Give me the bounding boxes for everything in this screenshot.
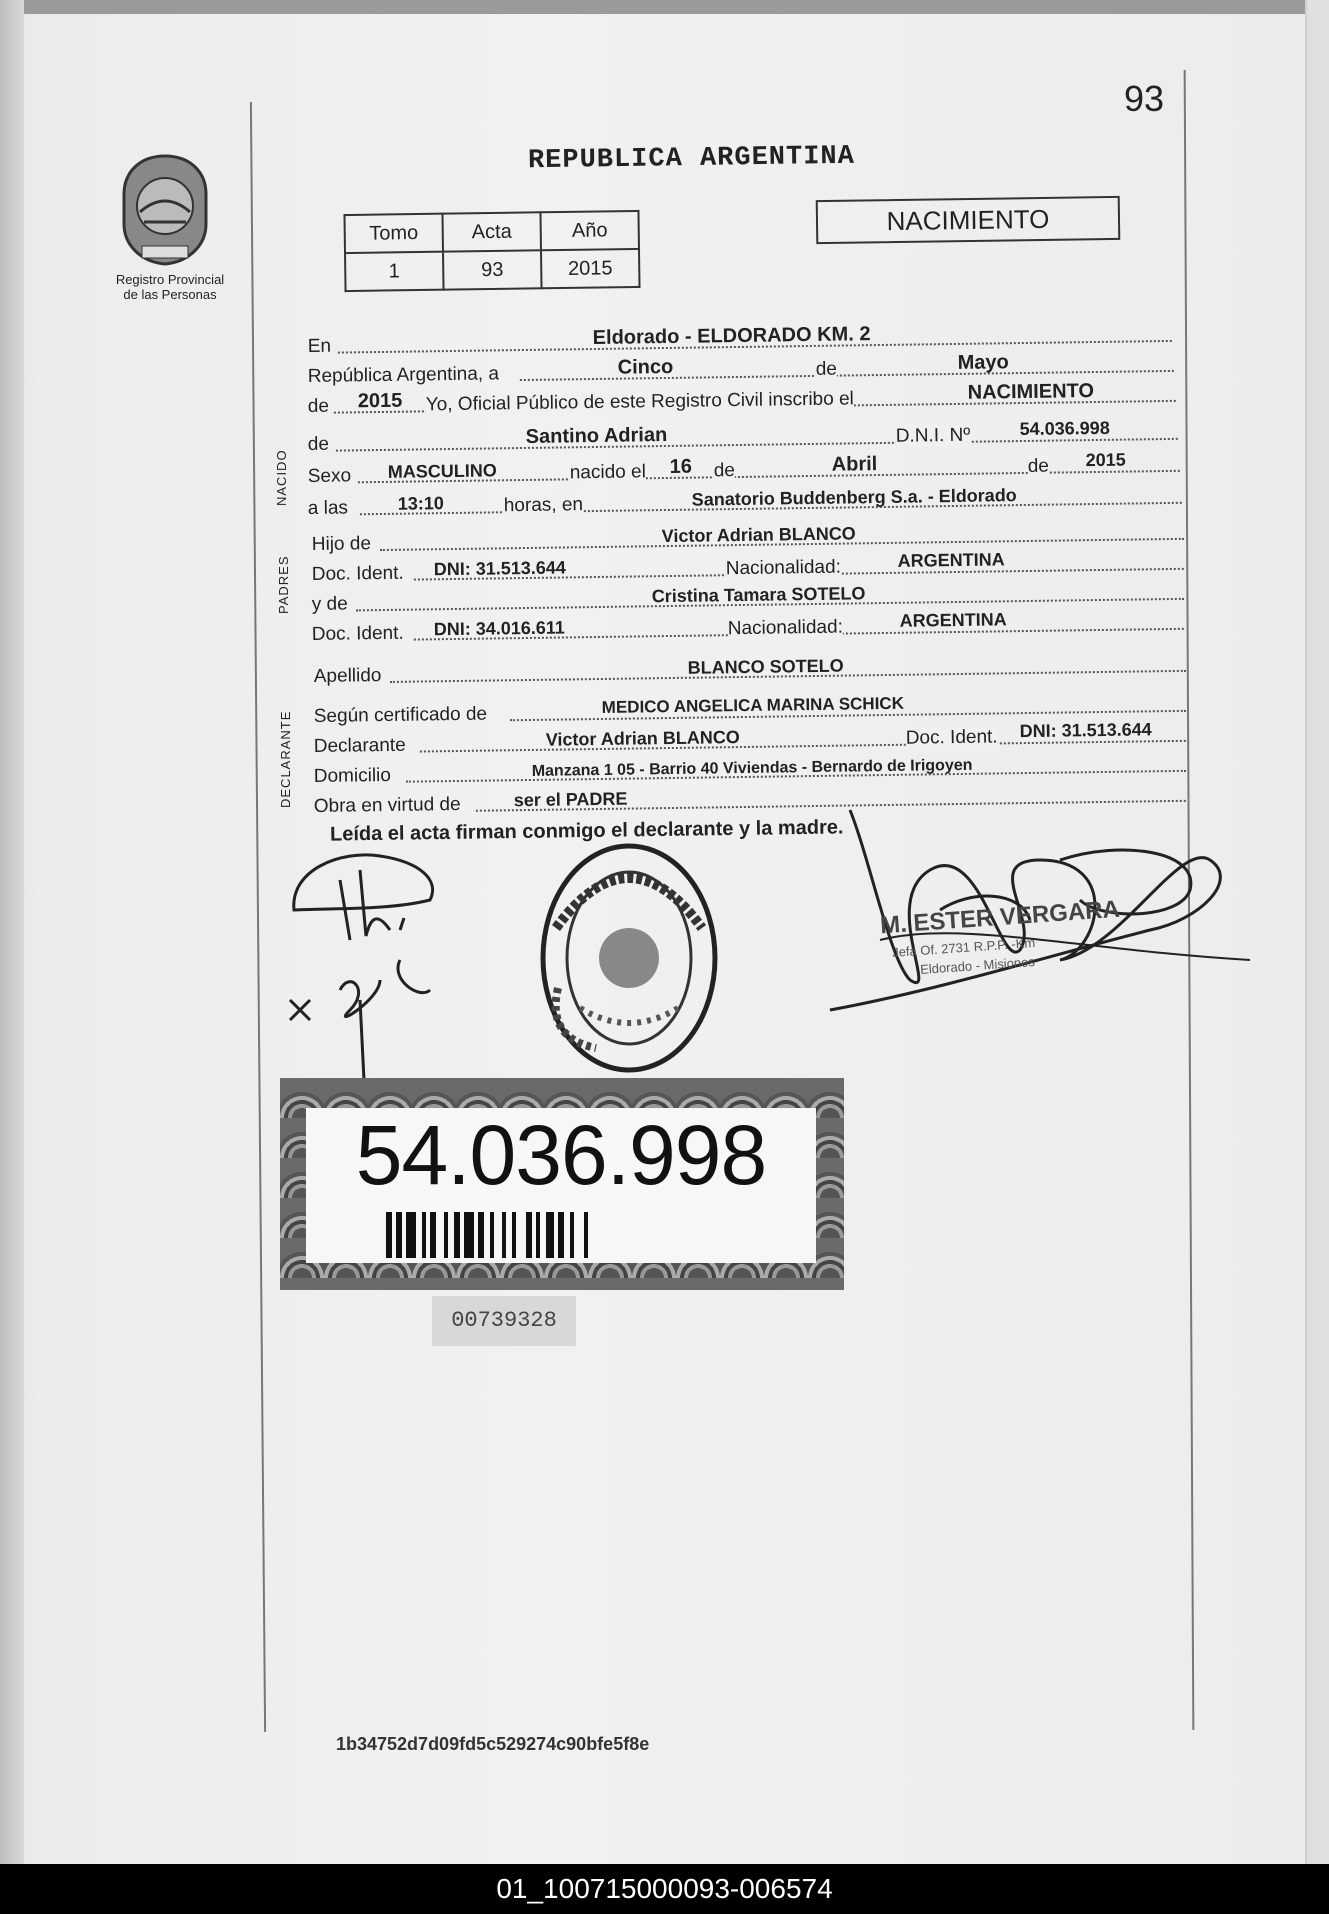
label-declarante: Declarante bbox=[313, 734, 406, 758]
value-declarante-doc: DNI: 31.513.644 bbox=[1019, 719, 1152, 742]
label-obra: Obra en virtud de bbox=[313, 793, 461, 818]
registry-table bbox=[343, 210, 640, 292]
barcode-bar bbox=[494, 1212, 502, 1258]
label-domicilio: Domicilio bbox=[313, 764, 392, 788]
value-sexo: MASCULINO bbox=[387, 460, 497, 482]
label-y-de: y de bbox=[311, 593, 348, 616]
value-dni-nacido: 54.036.998 bbox=[1019, 417, 1110, 440]
barcode-bar bbox=[574, 1212, 584, 1258]
label-de-month: de bbox=[1027, 455, 1050, 477]
value-anio-nac: 2015 bbox=[1085, 449, 1126, 471]
scan-left-edge bbox=[0, 0, 24, 1864]
label-apellido: Apellido bbox=[313, 665, 382, 688]
value-madre: Cristina Tamara SOTELO bbox=[651, 583, 866, 607]
label-horas-en: horas, en bbox=[503, 494, 584, 517]
value-declarante: Victor Adrian BLANCO bbox=[545, 727, 740, 750]
document-title: REPUBLICA ARGENTINA bbox=[527, 141, 856, 177]
value-lugar-nac: Sanatorio Buddenberg S.a. - Eldorado bbox=[691, 485, 1017, 510]
value-padre: Victor Adrian BLANCO bbox=[661, 523, 856, 547]
scan-top-strip bbox=[0, 0, 1329, 14]
col-tomo-header: Tomo bbox=[344, 214, 443, 253]
label-en: En bbox=[307, 335, 332, 358]
label-de-mid: de bbox=[815, 358, 838, 380]
logo-caption-line1: Registro Provincial bbox=[115, 272, 225, 287]
value-mes-acta: Mayo bbox=[957, 351, 1009, 374]
label-republica: República Argentina, a bbox=[307, 363, 500, 388]
value-dia-texto: Cinco bbox=[617, 355, 674, 379]
label-doc-ident-declarante: Doc. Ident. bbox=[905, 726, 998, 749]
label-nacionalidad-madre: Nacionalidad: bbox=[727, 616, 844, 640]
barcode-bar bbox=[588, 1212, 594, 1258]
value-apellido: BLANCO SOTELO bbox=[687, 655, 844, 678]
value-mes-nac: Abril bbox=[831, 453, 878, 476]
file-id-footer: 01_100715000093-006574 bbox=[0, 1864, 1329, 1914]
value-hora: 13:10 bbox=[397, 493, 444, 514]
page-number: 93 bbox=[1124, 78, 1165, 119]
value-nombre: Santino Adrian bbox=[525, 423, 668, 448]
label-sexo: Sexo bbox=[307, 465, 352, 488]
registry-round-stamp bbox=[536, 838, 722, 1078]
section-declarante-label: DECLARANTE bbox=[278, 710, 293, 808]
barcode-label bbox=[280, 1078, 844, 1290]
barcode-bar bbox=[436, 1212, 444, 1258]
official-stamp-line3: Eldorado - Misiones bbox=[919, 954, 1036, 977]
section-padres-label: PADRES bbox=[276, 555, 291, 614]
value-madre-doc: DNI: 34.016.611 bbox=[433, 617, 565, 640]
value-obra: ser el PADRE bbox=[513, 788, 628, 811]
col-anio-header: Año bbox=[540, 211, 639, 250]
barcode-bars bbox=[386, 1212, 746, 1258]
closing-statement: Leída el acta firman conmigo el declarante y la madre. bbox=[329, 816, 844, 846]
official-stamp-name: M. ESTER VERGARA bbox=[879, 895, 1121, 940]
margin-line-left bbox=[250, 102, 266, 1732]
value-certificado: MEDICO ANGELICA MARINA SCHICK bbox=[601, 693, 905, 717]
label-a-las: a las bbox=[307, 497, 349, 520]
anio-value: 2015 bbox=[541, 249, 640, 288]
value-padre-nac: ARGENTINA bbox=[897, 549, 1005, 571]
acta-value: 93 bbox=[443, 250, 542, 289]
line-apellido bbox=[314, 644, 1186, 690]
value-madre-nac: ARGENTINA bbox=[899, 609, 1007, 631]
col-acta-header: Acta bbox=[442, 212, 541, 251]
scan-right-edge bbox=[1305, 0, 1329, 1864]
label-nacido-el: nacido el bbox=[569, 461, 646, 484]
barcode-bar bbox=[516, 1212, 526, 1258]
label-yo: Yo, Oficial Público de este Registro Civil inscribo el bbox=[425, 388, 854, 416]
barcode-number: 54.036.998 bbox=[355, 1108, 767, 1202]
value-lugar: Eldorado - ELDORADO KM. 2 bbox=[592, 323, 871, 350]
section-nacido-label: NACIDO bbox=[274, 449, 289, 506]
value-tipo: NACIMIENTO bbox=[967, 380, 1095, 404]
province-seal-logo bbox=[110, 150, 220, 275]
act-type-box: NACIMIENTO bbox=[816, 196, 1121, 244]
document-hash: 1b34752d7d09fd5c529274c90bfe5f8e bbox=[336, 1734, 650, 1754]
label-de-name: de bbox=[307, 433, 330, 456]
value-dia-nac: 16 bbox=[669, 455, 693, 478]
tomo-value: 1 bbox=[345, 252, 444, 291]
label-segun: Según certificado de bbox=[313, 703, 488, 728]
official-stamp-line2: Jefa Of. 2731 R.P.P. -Km bbox=[891, 935, 1036, 960]
label-hijo-de: Hijo de bbox=[311, 533, 372, 556]
label-de-day: de bbox=[713, 460, 736, 482]
value-domicilio: Manzana 1 05 - Barrio 40 Viviendas - Bernardo de Irigoyen bbox=[531, 756, 973, 780]
barcode-bar bbox=[406, 1212, 416, 1258]
label-dni: D.N.I. Nº bbox=[895, 424, 971, 447]
label-nacionalidad-padre: Nacionalidad: bbox=[725, 556, 842, 580]
value-padre-doc: DNI: 31.513.644 bbox=[433, 557, 566, 580]
declarant-signature bbox=[280, 840, 470, 1080]
barcode-bar bbox=[546, 1212, 554, 1258]
serial-number: 00739328 bbox=[432, 1296, 576, 1346]
barcode-inner bbox=[306, 1108, 816, 1263]
logo-caption-line2: de las Personas bbox=[123, 287, 217, 302]
label-de-start: de bbox=[307, 395, 330, 418]
logo-caption bbox=[100, 272, 240, 302]
barcode-bar bbox=[464, 1212, 474, 1258]
label-doc-ident-madre: Doc. Ident. bbox=[311, 622, 404, 646]
value-anio-acta: 2015 bbox=[357, 389, 403, 413]
label-doc-ident-padre: Doc. Ident. bbox=[311, 562, 404, 586]
